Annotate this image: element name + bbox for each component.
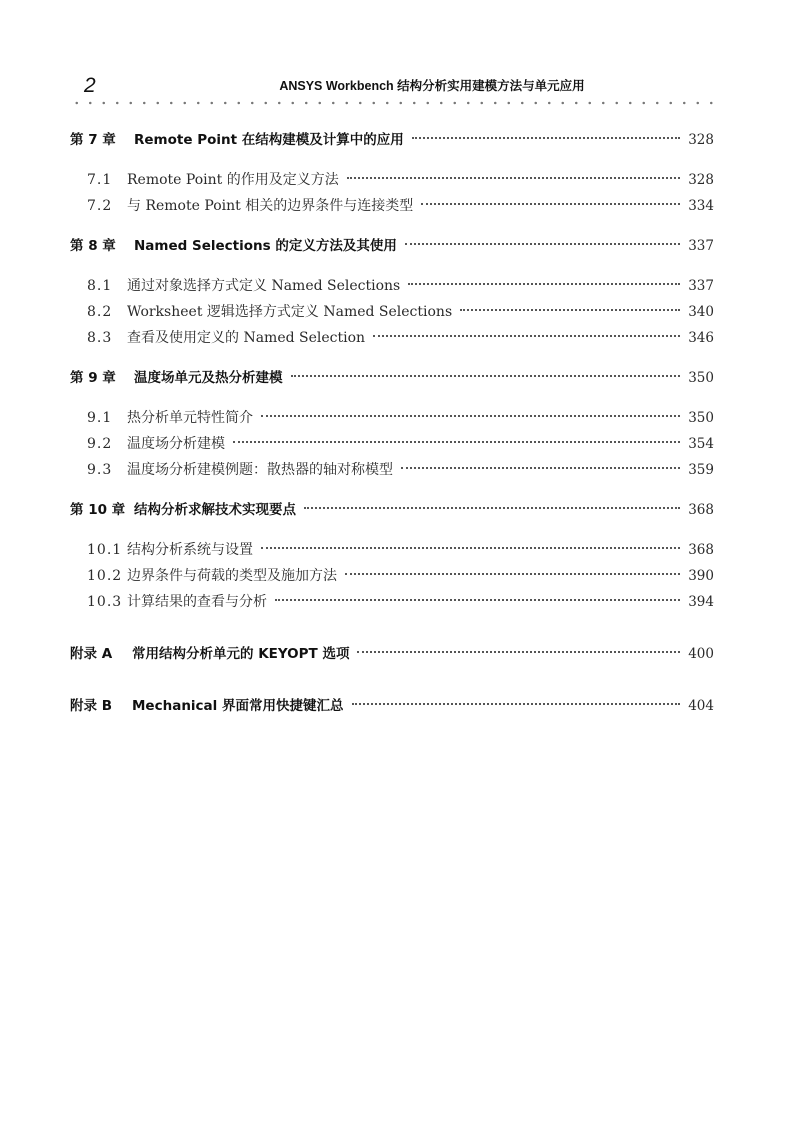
toc-section-10-2[interactable] (70, 563, 714, 589)
toc-number: 附录 B (70, 698, 112, 714)
toc-page-number: 328 (688, 132, 714, 148)
toc-section-8-1[interactable] (70, 273, 714, 299)
toc-title: Named Selections 的定义方法及其使用 (134, 238, 397, 254)
dot-leader (401, 467, 680, 469)
toc-number: 第 9 章 (70, 370, 116, 386)
dot-leader (261, 415, 680, 417)
toc-page-number: 337 (688, 278, 714, 294)
toc-page-number: 354 (688, 436, 714, 452)
toc-chapter-10[interactable] (70, 497, 714, 523)
toc-appendix-a[interactable] (70, 641, 714, 667)
toc-number: 8.3 (87, 330, 113, 346)
toc-page-number: 340 (688, 304, 714, 320)
toc-page-number: 350 (688, 410, 714, 426)
dot-leader (460, 309, 680, 311)
toc-page-number: 368 (688, 502, 714, 518)
table-of-contents (70, 127, 714, 719)
dot-leader (345, 573, 680, 575)
toc-title: 热分析单元特性简介 (127, 410, 253, 426)
dot-leader (261, 547, 680, 549)
dot-leader (352, 703, 681, 705)
toc-appendix-b[interactable] (70, 693, 714, 719)
dot-leader (408, 283, 680, 285)
toc-page-number: 394 (688, 594, 714, 610)
toc-page-number: 334 (688, 198, 714, 214)
toc-title: 查看及使用定义的 Named Selection (127, 330, 366, 346)
toc-number: 10.1 (87, 542, 123, 558)
running-header (70, 74, 714, 100)
toc-number: 7.1 (87, 172, 113, 188)
toc-title: Mechanical 界面常用快捷键汇总 (132, 698, 344, 714)
toc-title: 结构分析系统与设置 (127, 542, 253, 558)
toc-section-7-2[interactable] (70, 193, 714, 219)
toc-number: 9.1 (87, 410, 113, 426)
toc-section-9-3[interactable] (70, 457, 714, 483)
dot-leader (421, 203, 680, 205)
toc-chapter-8[interactable] (70, 233, 714, 259)
toc-page-number: 346 (688, 330, 714, 346)
toc-title: 通过对象选择方式定义 Named Selections (127, 278, 401, 294)
dot-leader (291, 375, 681, 377)
dot-leader (275, 599, 680, 601)
toc-number: 第 8 章 (70, 238, 116, 254)
toc-page-number: 350 (688, 370, 714, 386)
toc-title: 温度场分析建模 (127, 436, 225, 452)
toc-section-9-1[interactable] (70, 405, 714, 431)
toc-number: 8.1 (87, 278, 113, 294)
toc-chapter-9[interactable] (70, 365, 714, 391)
toc-page-number: 404 (688, 698, 714, 714)
dot-leader (405, 243, 680, 245)
toc-page-number: 337 (688, 238, 714, 254)
toc-number: 9.3 (87, 462, 113, 478)
toc-page-number: 400 (688, 646, 714, 662)
toc-number: 第 7 章 (70, 132, 116, 148)
toc-title: 与 Remote Point 相关的边界条件与连接类型 (127, 198, 414, 214)
toc-section-7-1[interactable] (70, 167, 714, 193)
toc-title: Worksheet 逻辑选择方式定义 Named Selections (127, 304, 453, 320)
toc-title: Remote Point 在结构建模及计算中的应用 (134, 132, 404, 148)
toc-page-number: 328 (688, 172, 714, 188)
page-number: 2 (84, 74, 96, 97)
toc-number: 第 10 章 (70, 502, 126, 518)
toc-chapter-7[interactable] (70, 127, 714, 153)
dot-leader (357, 651, 680, 653)
toc-title: 温度场单元及热分析建模 (134, 370, 283, 386)
toc-page-number: 359 (688, 462, 714, 478)
toc-number: 10.3 (87, 594, 123, 610)
toc-number: 9.2 (87, 436, 113, 452)
toc-number: 7.2 (87, 198, 113, 214)
toc-title: 常用结构分析单元的 KEYOPT 选项 (132, 646, 350, 662)
dot-leader (347, 177, 680, 179)
running-title: ANSYS Workbench 结构分析实用建模方法与单元应用 (279, 79, 585, 93)
dot-leader (412, 137, 680, 139)
toc-title: 结构分析求解技术实现要点 (134, 502, 296, 518)
toc-title: 计算结果的查看与分析 (127, 594, 267, 610)
dot-leader (304, 507, 680, 509)
toc-title: 边界条件与荷载的类型及施加方法 (127, 568, 337, 584)
dot-leader (373, 335, 680, 337)
toc-page-number: 368 (688, 542, 714, 558)
toc-section-8-2[interactable] (70, 299, 714, 325)
toc-section-10-1[interactable] (70, 537, 714, 563)
toc-title: 温度场分析建模例题：散热器的轴对称模型 (127, 462, 393, 478)
toc-section-9-2[interactable] (70, 431, 714, 457)
toc-number: 8.2 (87, 304, 113, 320)
toc-section-8-3[interactable] (70, 325, 714, 351)
toc-title: Remote Point 的作用及定义方法 (127, 172, 339, 188)
toc-section-10-3[interactable] (70, 589, 714, 615)
header-ornament-rule (70, 99, 714, 107)
toc-number: 10.2 (87, 568, 123, 584)
toc-number: 附录 A (70, 646, 113, 662)
dot-leader (233, 441, 680, 443)
toc-page-number: 390 (688, 568, 714, 584)
